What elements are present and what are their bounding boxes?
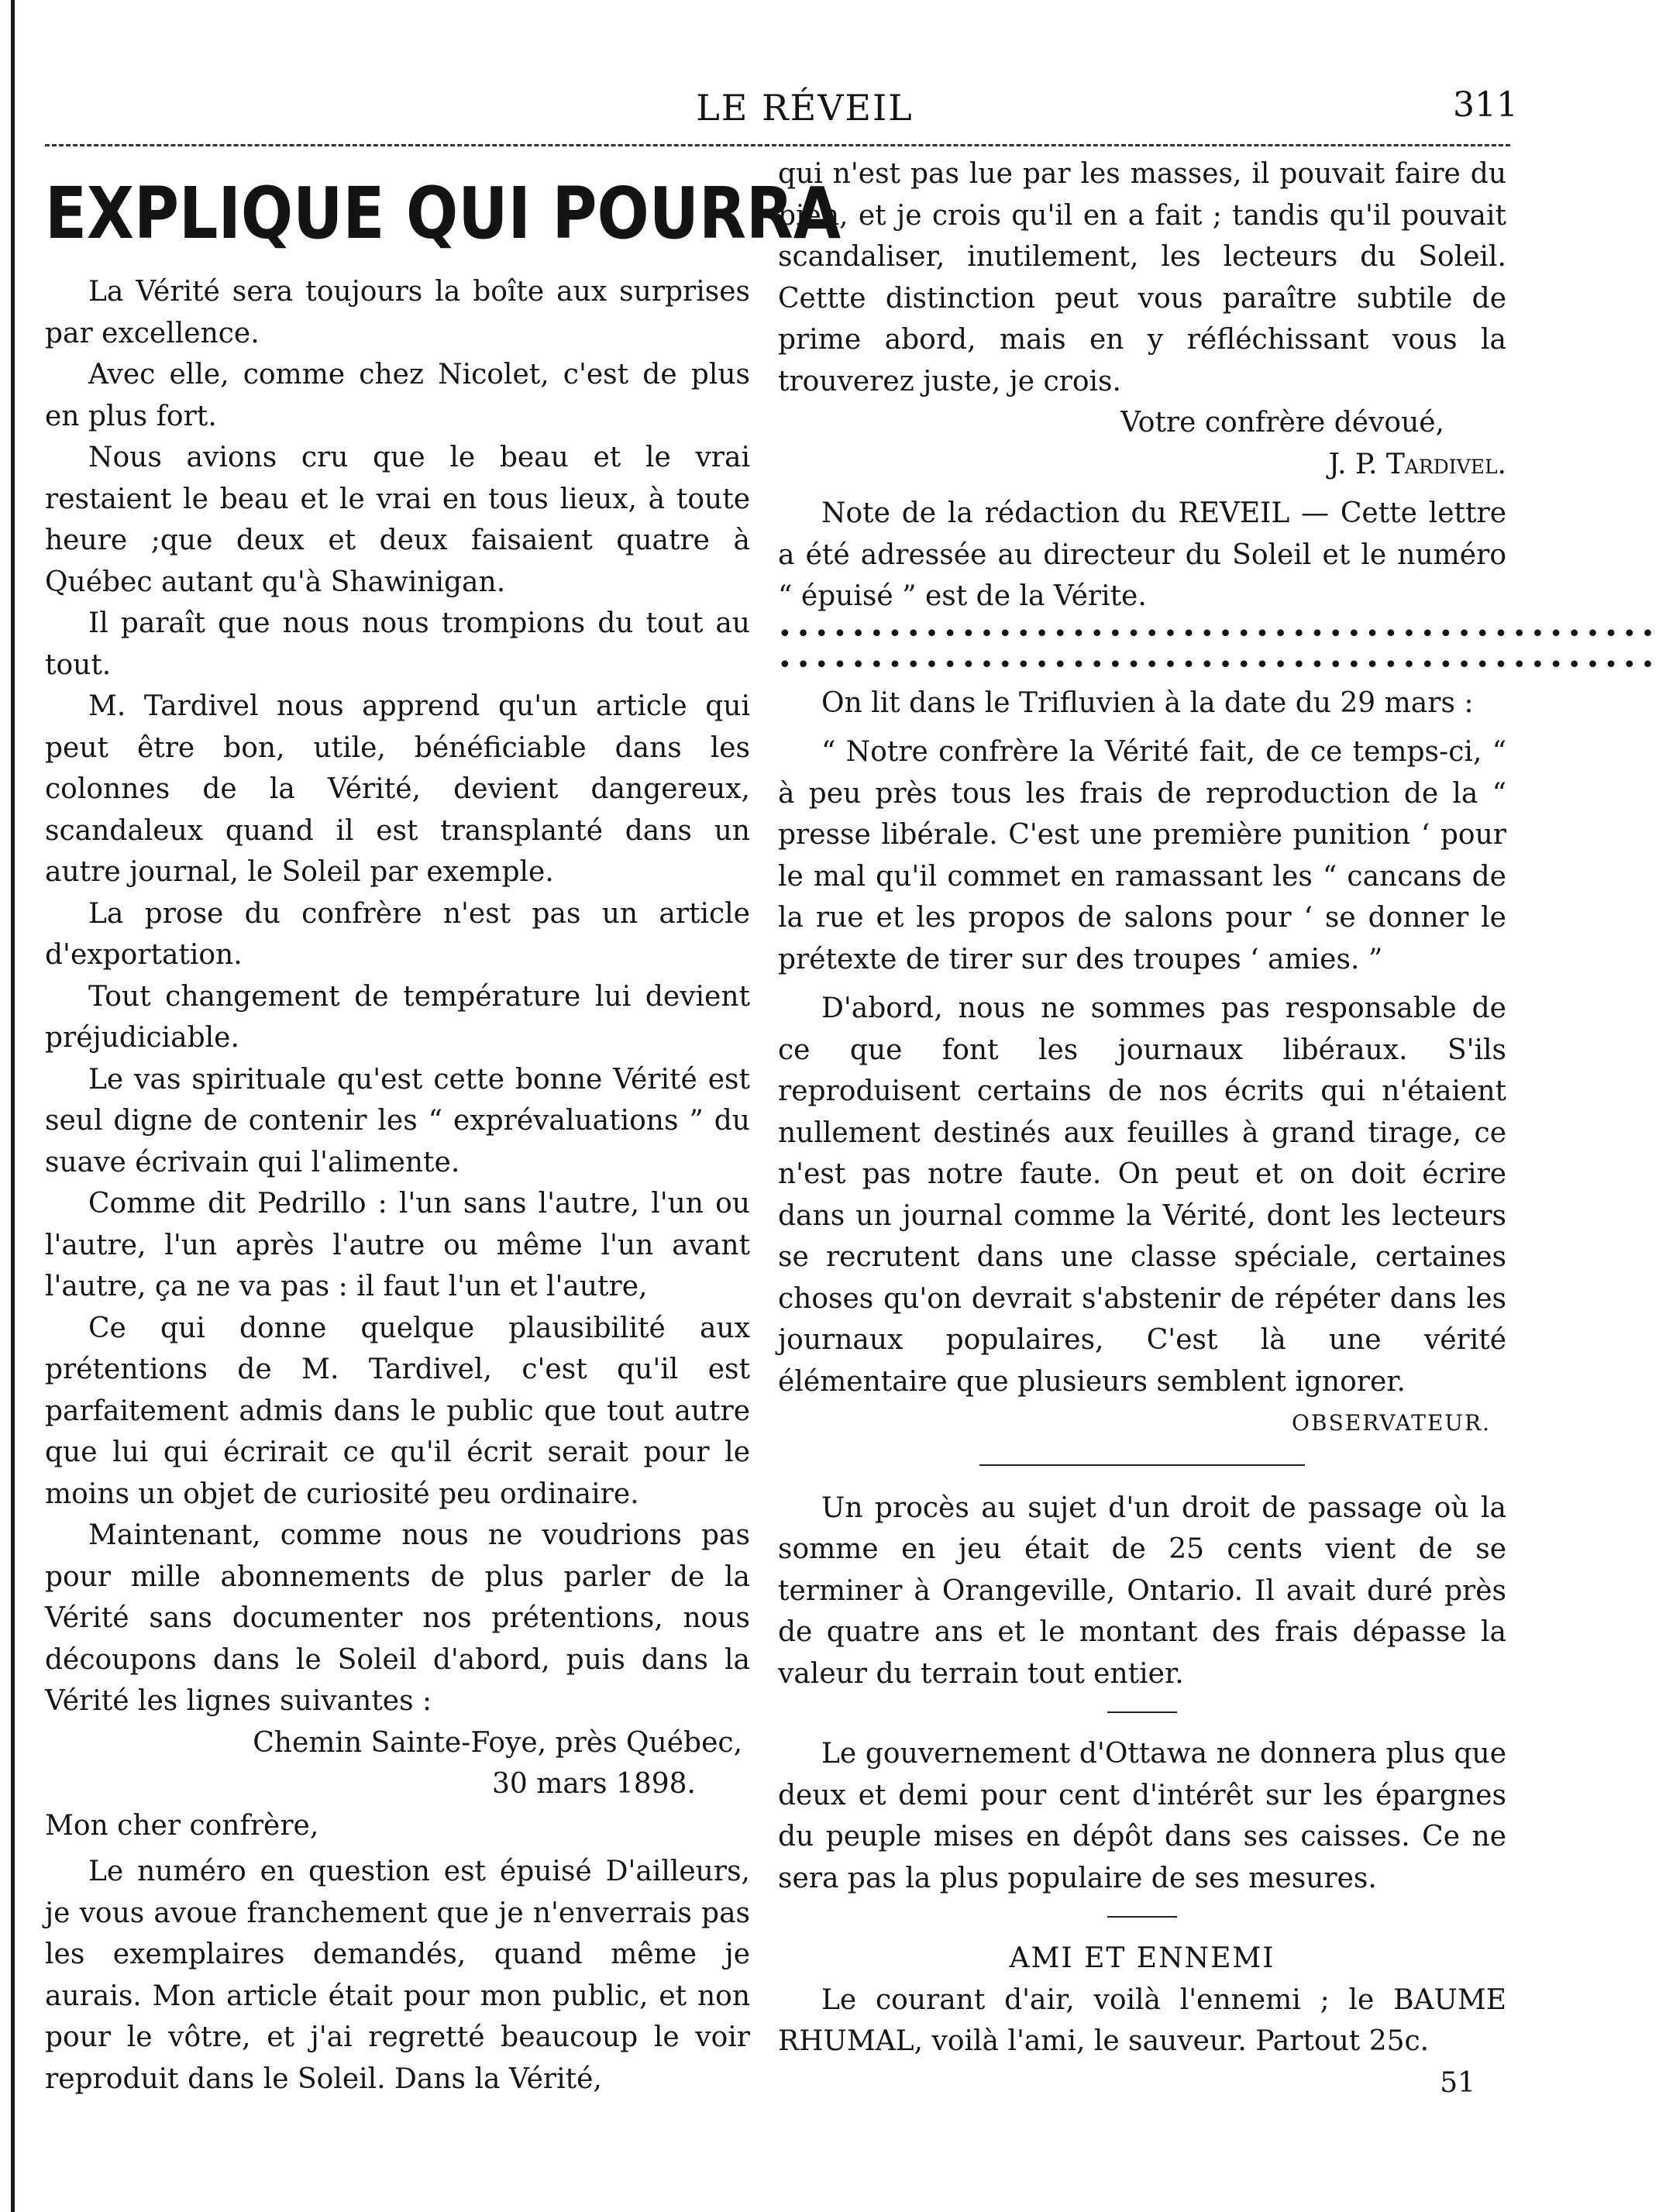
paragraph: Maintenant, comme nous ne voudrions pas pour mille abonnements de plus parler de la Vérité sans documenter nos prétentions, nous découpons dans le Soleil d'abord, puis dans la Vérité les lignes suivantes : xyxy=(45,1519,750,1717)
ottawa-paragraph: Le gouvernement d'Ottawa ne donnera plus que deux et demi pour cent d'intérêt sur les épargnes du peuple mises en dépôt dans ses caisses. Ce ne sera pas la plus populaire de ses mesures. xyxy=(778,1738,1506,1894)
page-left-border xyxy=(11,0,15,2212)
letter-date: 30 mars 1898. xyxy=(491,1768,696,1800)
paragraph: M. Tardivel nous apprend qu'un article qui peut être bon, utile, bénéficiable dans les colonnes de la Vérité, devient dangereux, scandaleux quand il est transplanté dans un autre journal, le Soleil par exemple. xyxy=(45,690,750,888)
paragraph: Le vas spirituale qu'est cette bonne Vérité est seul digne de contenir les “ exprévaluations ” du suave écrivain qui l'alimente. xyxy=(45,1063,750,1178)
paragraph: Il paraît que nous nous trompions du tout au tout. xyxy=(45,607,750,681)
paragraph: Avec elle, comme chez Nicolet, c'est de plus en plus fort. xyxy=(45,359,750,432)
paragraph: Tout changement de température lui devient préjudiciable. xyxy=(45,980,750,1054)
editorial-note: Note de la rédaction du REVEIL — Cette lettre a été adressée au directeur du Soleil et le numéro “ épuisé ” est de la Vérite. xyxy=(778,497,1506,612)
article-title: EXPLIQUE QUI POURRA xyxy=(45,172,842,255)
paragraph: Ce qui donne quelque plausibilité aux prétentions de M. Tardivel, c'est qu'il est parfaitement admis dans le public que tout autre que lui qui écrirait ce qu'il écrit serait pour le moins un objet de curiosité peu ordinaire. xyxy=(45,1312,750,1510)
paragraph: La Vérité sera toujours la boîte aux surprises par excellence. xyxy=(45,276,750,349)
letter-body: Le numéro en question est épuisé D'ailleurs, je vous avoue franchement que je n'enverrais pas les exemplaires demandés, quand même je aurais. Mon article était pour mon public, et non pour le vôtre, et j'ai regretté beaucoup le voir reproduit dans le Soleil. Dans la Vérité, xyxy=(45,1856,750,2095)
page-number: 311 xyxy=(1453,85,1518,125)
ami-heading: AMI ET ENNEMI xyxy=(1009,1942,1275,1974)
ami-paragraph: Le courant d'air, voilà l'ennemi ; le BAUME RHUMAL, voilà l'ami, le sauveur. Partout 25c. xyxy=(778,1983,1506,2057)
dotted-separator: •••••••••••••••••••••••••••••••••••••••••••••••• xyxy=(778,651,1659,679)
section-rule xyxy=(1107,1711,1177,1713)
paragraph: Nous avions cru que le beau et le vrai restaient le beau et le vrai en tous lieux, à toute heure ;que deux et deux faisaient quatre à Québec autant qu'à Shawinigan. xyxy=(45,442,750,598)
running-head: LE RÉVEIL xyxy=(696,87,914,129)
dotted-separator: •••••••••••••••••••••••••••••••••••••••••••••••• xyxy=(778,620,1659,648)
trifluvien-intro: On lit dans le Trifluvien à la date du 29 mars : xyxy=(821,686,1474,719)
right-column xyxy=(778,153,1659,2104)
paragraph: Comme dit Pedrillo : l'un sans l'autre, l'un ou l'autre, l'un après l'autre ou même l'un avant l'autre, ça ne va pas : il faut l'un et l'autre, xyxy=(45,1188,750,1302)
letter-place: Chemin Sainte-Foye, près Québec, xyxy=(253,1726,742,1759)
proces-paragraph: Un procès au sujet d'un droit de passage où la somme en jeu était de 25 cents vient de se terminer à Orangeville, Ontario. Il avait duré près de quatre ans et le montant des frais dépasse la valeur du terrain tout entier. xyxy=(778,1491,1506,1690)
letter-closing: Votre confrère dévoué, xyxy=(1120,407,1444,439)
letter-salutation: Mon cher confrère, xyxy=(45,1809,319,1842)
section-rule xyxy=(979,1464,1305,1466)
letter-continuation: qui n'est pas lue par les masses, il pouvait faire du bien, et je crois qu'il en a fait ; tandis qu'il pouvait scandaliser, inutilement, les lecteurs du Soleil. Cettte distinction peut vous paraître subtile de prime abord, mais en y réfléchissant vous la trouverez juste, je crois. xyxy=(778,158,1506,397)
reply-paragraph: D'abord, nous ne sommes pas responsable de ce que font les journaux libéraux. S'ils reproduisent certains de nos écrits qui n'étaient nullement destinés aux feuilles à grand tirage, ce n'est pas notre faute. On peut et on doit écrire dans un journal comme la Vérité, dont les lecteurs se recrutent dans une classe spéciale, certaines choses qu'on devrait s'abstenir de répéter dans les journaux populaires, C'est là une vérité élémentaire que plusieurs semblent ignorer. xyxy=(778,992,1506,1398)
letter-signature: J. P. Tardivel. xyxy=(1328,448,1506,480)
section-rule xyxy=(1107,1916,1177,1918)
trifluvien-quote: “ Notre confrère la Vérité fait, de ce temps-ci, “ à peu près tous les frais de reproduction de la “ presse libérale. C'est une première punition ‘ pour le mal qu'il commet en ramassant les “ cancans de la rue et les propos de salons pour ‘ se donner le prétexte de tirer sur des troupes ‘ amies. ” xyxy=(778,736,1506,975)
header-rule xyxy=(45,144,1510,146)
observateur-signature: OBSERVATEUR. xyxy=(1292,1410,1491,1436)
ad-number: 51 xyxy=(1440,2066,1475,2099)
paragraph: La prose du confrère n'est pas un article d'exportation. xyxy=(45,897,750,971)
left-column xyxy=(45,153,842,2100)
